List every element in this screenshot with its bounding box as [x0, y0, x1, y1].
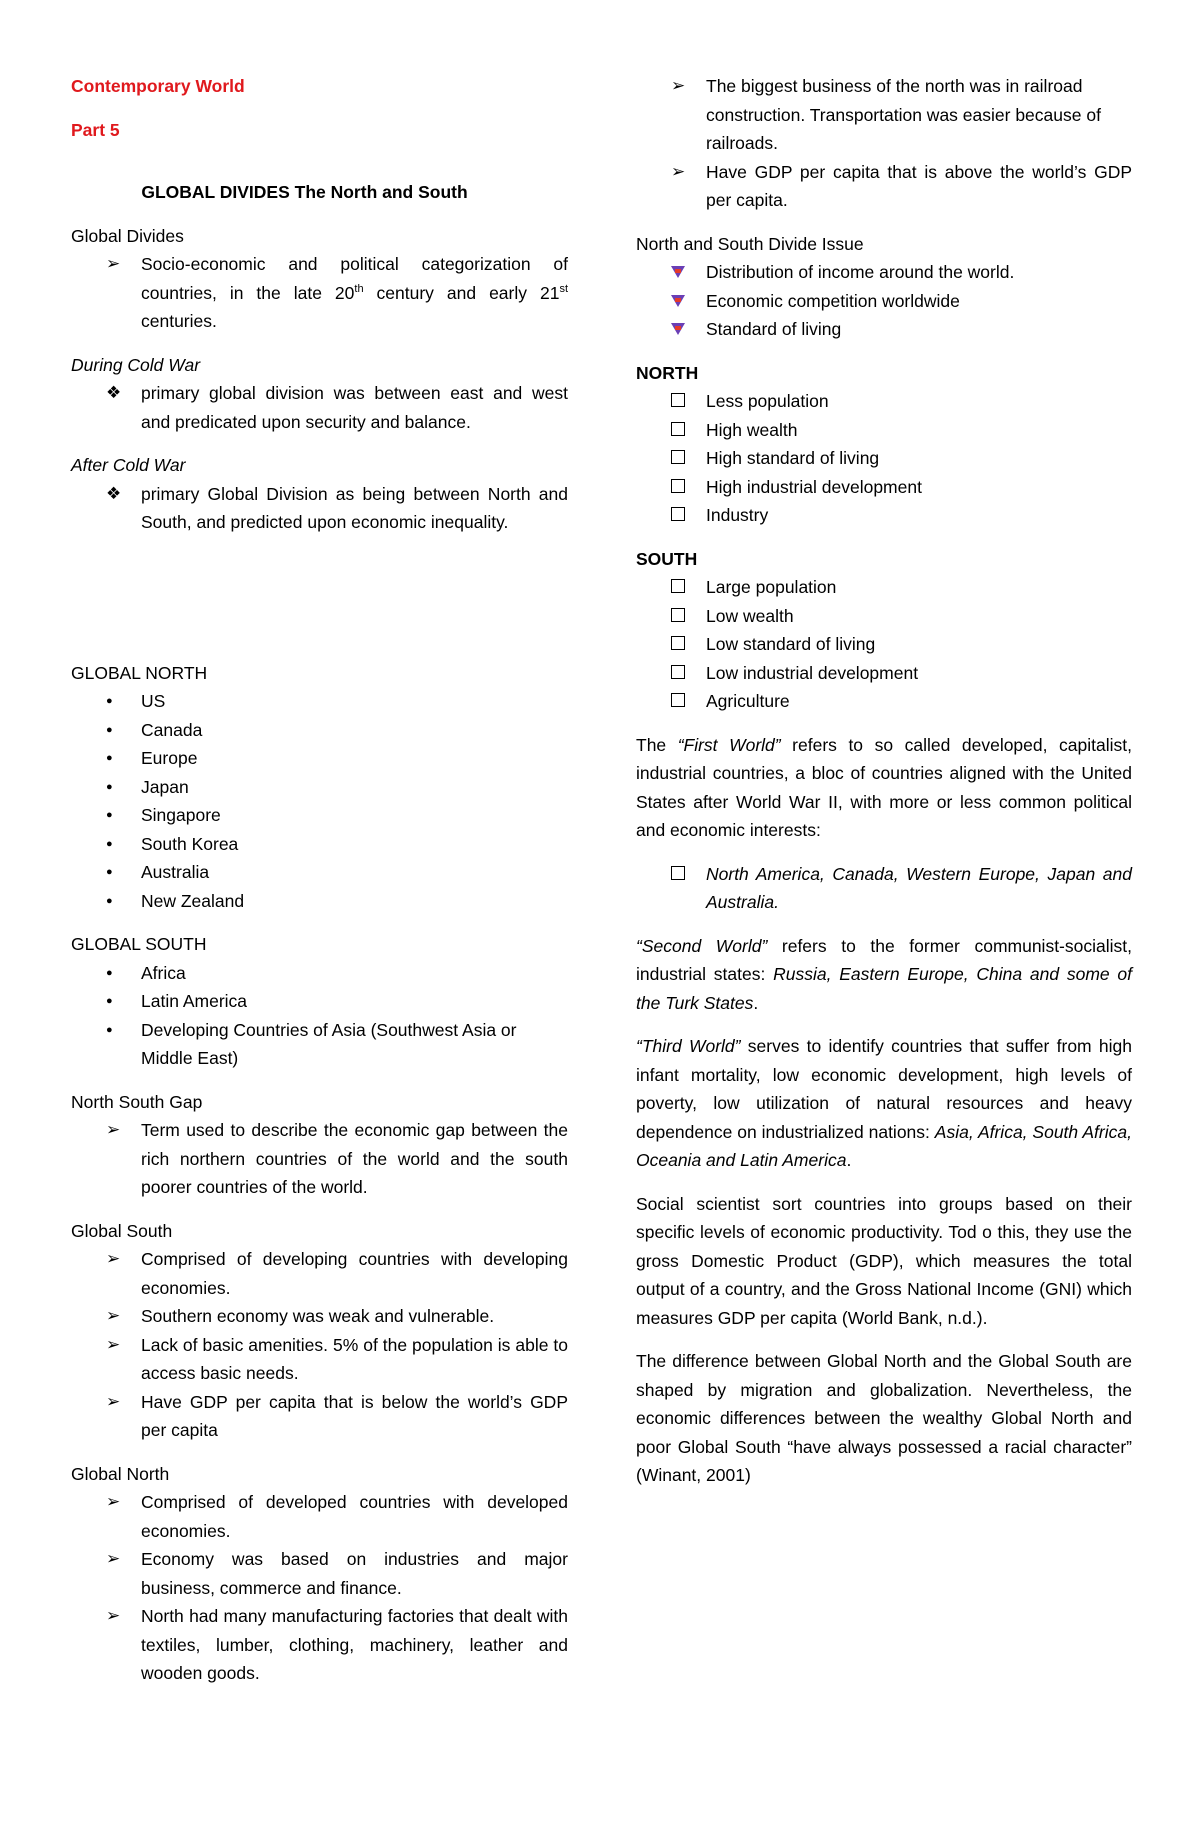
global-divides-list [71, 250, 568, 336]
list-item: ➢ Have GDP per capita that is above the world’s GDP per capita. [636, 158, 1132, 215]
list-item: Low industrial development [636, 659, 1132, 688]
list-item: Low wealth [636, 602, 1132, 631]
list-item: High standard of living [636, 444, 1132, 473]
arrow-bullet-icon [106, 1602, 136, 1631]
first-world-paragraph: The “First World” refers to so called developed, capitalist, industrial countries, a bloc of countries aligned with the United States after World War II, with more or less common political and economic interests: [636, 734, 1132, 840]
second-world-paragraph: “Second World” refers to the former communist-socialist, industrial states: Russia, Eastern Europe, China and some of the Turk States. [636, 935, 1132, 1013]
list-item: ➢ The biggest business of the north was in railroad construction. Transportation was easier because of railroads. [636, 72, 1132, 158]
checkbox-bullet-icon [671, 444, 701, 473]
dot-bullet-icon [106, 858, 136, 889]
list-item: ● Singapore [71, 801, 568, 830]
list-item: ➢ North had many manufacturing factories that dealt with textiles, lumber, clothing, machinery, leather and wooden goods. [71, 1602, 568, 1688]
checkbox-bullet-icon [671, 573, 701, 602]
dot-bullet-icon [106, 1016, 136, 1047]
list-item: ● Latin America [71, 987, 568, 1016]
list-item: ➢ Have GDP per capita that is below the world’s GDP per capita [71, 1388, 568, 1445]
list-item: ➢ Southern economy was weak and vulnerable. [71, 1302, 568, 1331]
during-cold-war-list [71, 379, 568, 436]
list-item: ● Australia [71, 858, 568, 887]
checkbox-bullet-icon [671, 501, 701, 530]
list-item: ❖ primary Global Division as being between North and South, and predicted upon economic inequality. [71, 480, 568, 537]
global-south-list [71, 959, 568, 1073]
list-item: Distribution of income around the world. [636, 258, 1132, 287]
list-item: ● Europe [71, 744, 568, 773]
global-south-desc-heading: Global South [71, 1220, 173, 1241]
global-south-desc-list [71, 1245, 568, 1445]
list-item: Large population [636, 573, 1132, 602]
dot-bullet-icon [106, 801, 136, 832]
list-item: ● Developing Countries of Asia (Southwest Asia or Middle East) [71, 1016, 568, 1073]
after-cold-war-heading: After Cold War [71, 455, 186, 475]
list-item: Industry [636, 501, 1132, 530]
list-item: High wealth [636, 416, 1132, 445]
global-divides-heading: Global Divides [71, 225, 184, 246]
arrow-bullet-icon [671, 72, 701, 101]
global-north-heading: GLOBAL NORTH [71, 662, 208, 683]
list-item: ● South Korea [71, 830, 568, 859]
list-item: ● Japan [71, 773, 568, 802]
dot-bullet-icon [106, 716, 136, 747]
list-item: Agriculture [636, 687, 1132, 716]
checkbox-bullet-icon [671, 387, 701, 416]
list-item: ● New Zealand [71, 887, 568, 916]
list-item: Less population [636, 387, 1132, 416]
checkbox-bullet-icon [671, 630, 701, 659]
checkbox-bullet-icon [671, 687, 701, 716]
global-north-list [71, 687, 568, 915]
list-item: Economic competition worldwide [636, 287, 1132, 316]
south-heading: SOUTH [636, 548, 698, 569]
north-south-gap-list [71, 1116, 568, 1202]
global-north-desc-list [71, 1488, 568, 1688]
list-item: ❖ primary global division was between east and west and predicated upon security and balance. [71, 379, 568, 436]
list-item: ● Africa [71, 959, 568, 988]
dot-bullet-icon [106, 830, 136, 861]
list-item: ➢ Comprised of developed countries with developed economies. [71, 1488, 568, 1545]
list-item: ➢ Term used to describe the economic gap between the rich northern countries of the world and the south poorer countries of the world. [71, 1116, 568, 1202]
checkbox-bullet-icon [671, 473, 701, 502]
dot-bullet-icon [106, 744, 136, 775]
page-title: GLOBAL DIVIDES The North and South [141, 182, 468, 202]
list-item: ➢ Economy was based on industries and major business, commerce and finance. [71, 1545, 568, 1602]
arrow-bullet-icon [106, 1545, 136, 1574]
list-item: High industrial development [636, 473, 1132, 502]
north-south-gap-heading: North South Gap [71, 1091, 203, 1112]
first-world-list [636, 860, 1132, 917]
part-label: Part 5 [71, 119, 120, 140]
checkbox-bullet-icon [671, 659, 701, 688]
diamond-bullet-icon [106, 480, 136, 509]
arrow-bullet-icon [106, 1116, 136, 1145]
arrow-bullet-icon [106, 1331, 136, 1360]
list-item: Standard of living [636, 315, 1132, 344]
checkbox-bullet-icon [671, 602, 701, 631]
list-item: North America, Canada, Western Europe, Japan and Australia. [636, 860, 1132, 917]
triangle-bullet-icon [671, 258, 701, 287]
third-world-paragraph: “Third World” serves to identify countries that suffer from high infant mortality, low economic development, high levels of poverty, low utilization of natural resources and heavy dependence on industrialized nations: Asia, Africa, South Africa, Oceania and Latin America. [636, 1036, 1132, 1170]
divide-issue-heading: North and South Divide Issue [636, 233, 864, 254]
divide-issue-list [636, 258, 1132, 344]
list-item: ➢ Lack of basic amenities. 5% of the population is able to access basic needs. [71, 1331, 568, 1388]
dot-bullet-icon [106, 987, 136, 1018]
dot-bullet-icon [106, 887, 136, 918]
global-north-desc-continued-list [636, 72, 1132, 215]
list-item: ➢ Socio-economic and political categorization of countries, in the late 20th century and early 21st centuries. [71, 250, 568, 336]
left-column [71, 72, 568, 1688]
difference-paragraph: The difference between Global North and the Global South are shaped by migration and globalization. Nevertheless, the economic differences between the wealthy Global North and poor Global South “have always possessed a racial character” (Winant, 2001) [636, 1351, 1132, 1485]
dot-bullet-icon [106, 687, 136, 718]
diamond-bullet-icon [106, 379, 136, 408]
arrow-bullet-icon [106, 1302, 136, 1331]
list-item: ● Canada [71, 716, 568, 745]
arrow-bullet-icon [106, 1388, 136, 1417]
dot-bullet-icon [106, 959, 136, 990]
global-south-heading: GLOBAL SOUTH [71, 934, 207, 954]
triangle-bullet-icon [671, 315, 701, 344]
list-item: ➢ Comprised of developing countries with developing economies. [71, 1245, 568, 1302]
during-cold-war-heading: During Cold War [71, 354, 201, 375]
south-list [636, 573, 1132, 716]
north-heading: NORTH [636, 362, 699, 383]
dot-bullet-icon [106, 773, 136, 804]
north-list [636, 387, 1132, 530]
after-cold-war-list [71, 480, 568, 537]
global-north-desc-heading: Global North [71, 1463, 170, 1484]
course-title: Contemporary World [71, 76, 245, 96]
arrow-bullet-icon [671, 158, 701, 187]
gdp-paragraph: Social scientist sort countries into groups based on their specific levels of economic productivity. Tod o this, they use the gross Domestic Product (GDP), which measures the total output of a country, and the Gross National Income (GNI) which measures GDP per capita (World Bank, n.d.). [636, 1193, 1132, 1328]
checkbox-bullet-icon [671, 416, 701, 445]
list-item: Low standard of living [636, 630, 1132, 659]
triangle-bullet-icon [671, 287, 701, 316]
right-column [636, 72, 1132, 1490]
checkbox-bullet-icon [671, 860, 701, 889]
arrow-bullet-icon [106, 250, 136, 279]
list-item: ● US [71, 687, 568, 716]
arrow-bullet-icon [106, 1245, 136, 1274]
arrow-bullet-icon [106, 1488, 136, 1517]
